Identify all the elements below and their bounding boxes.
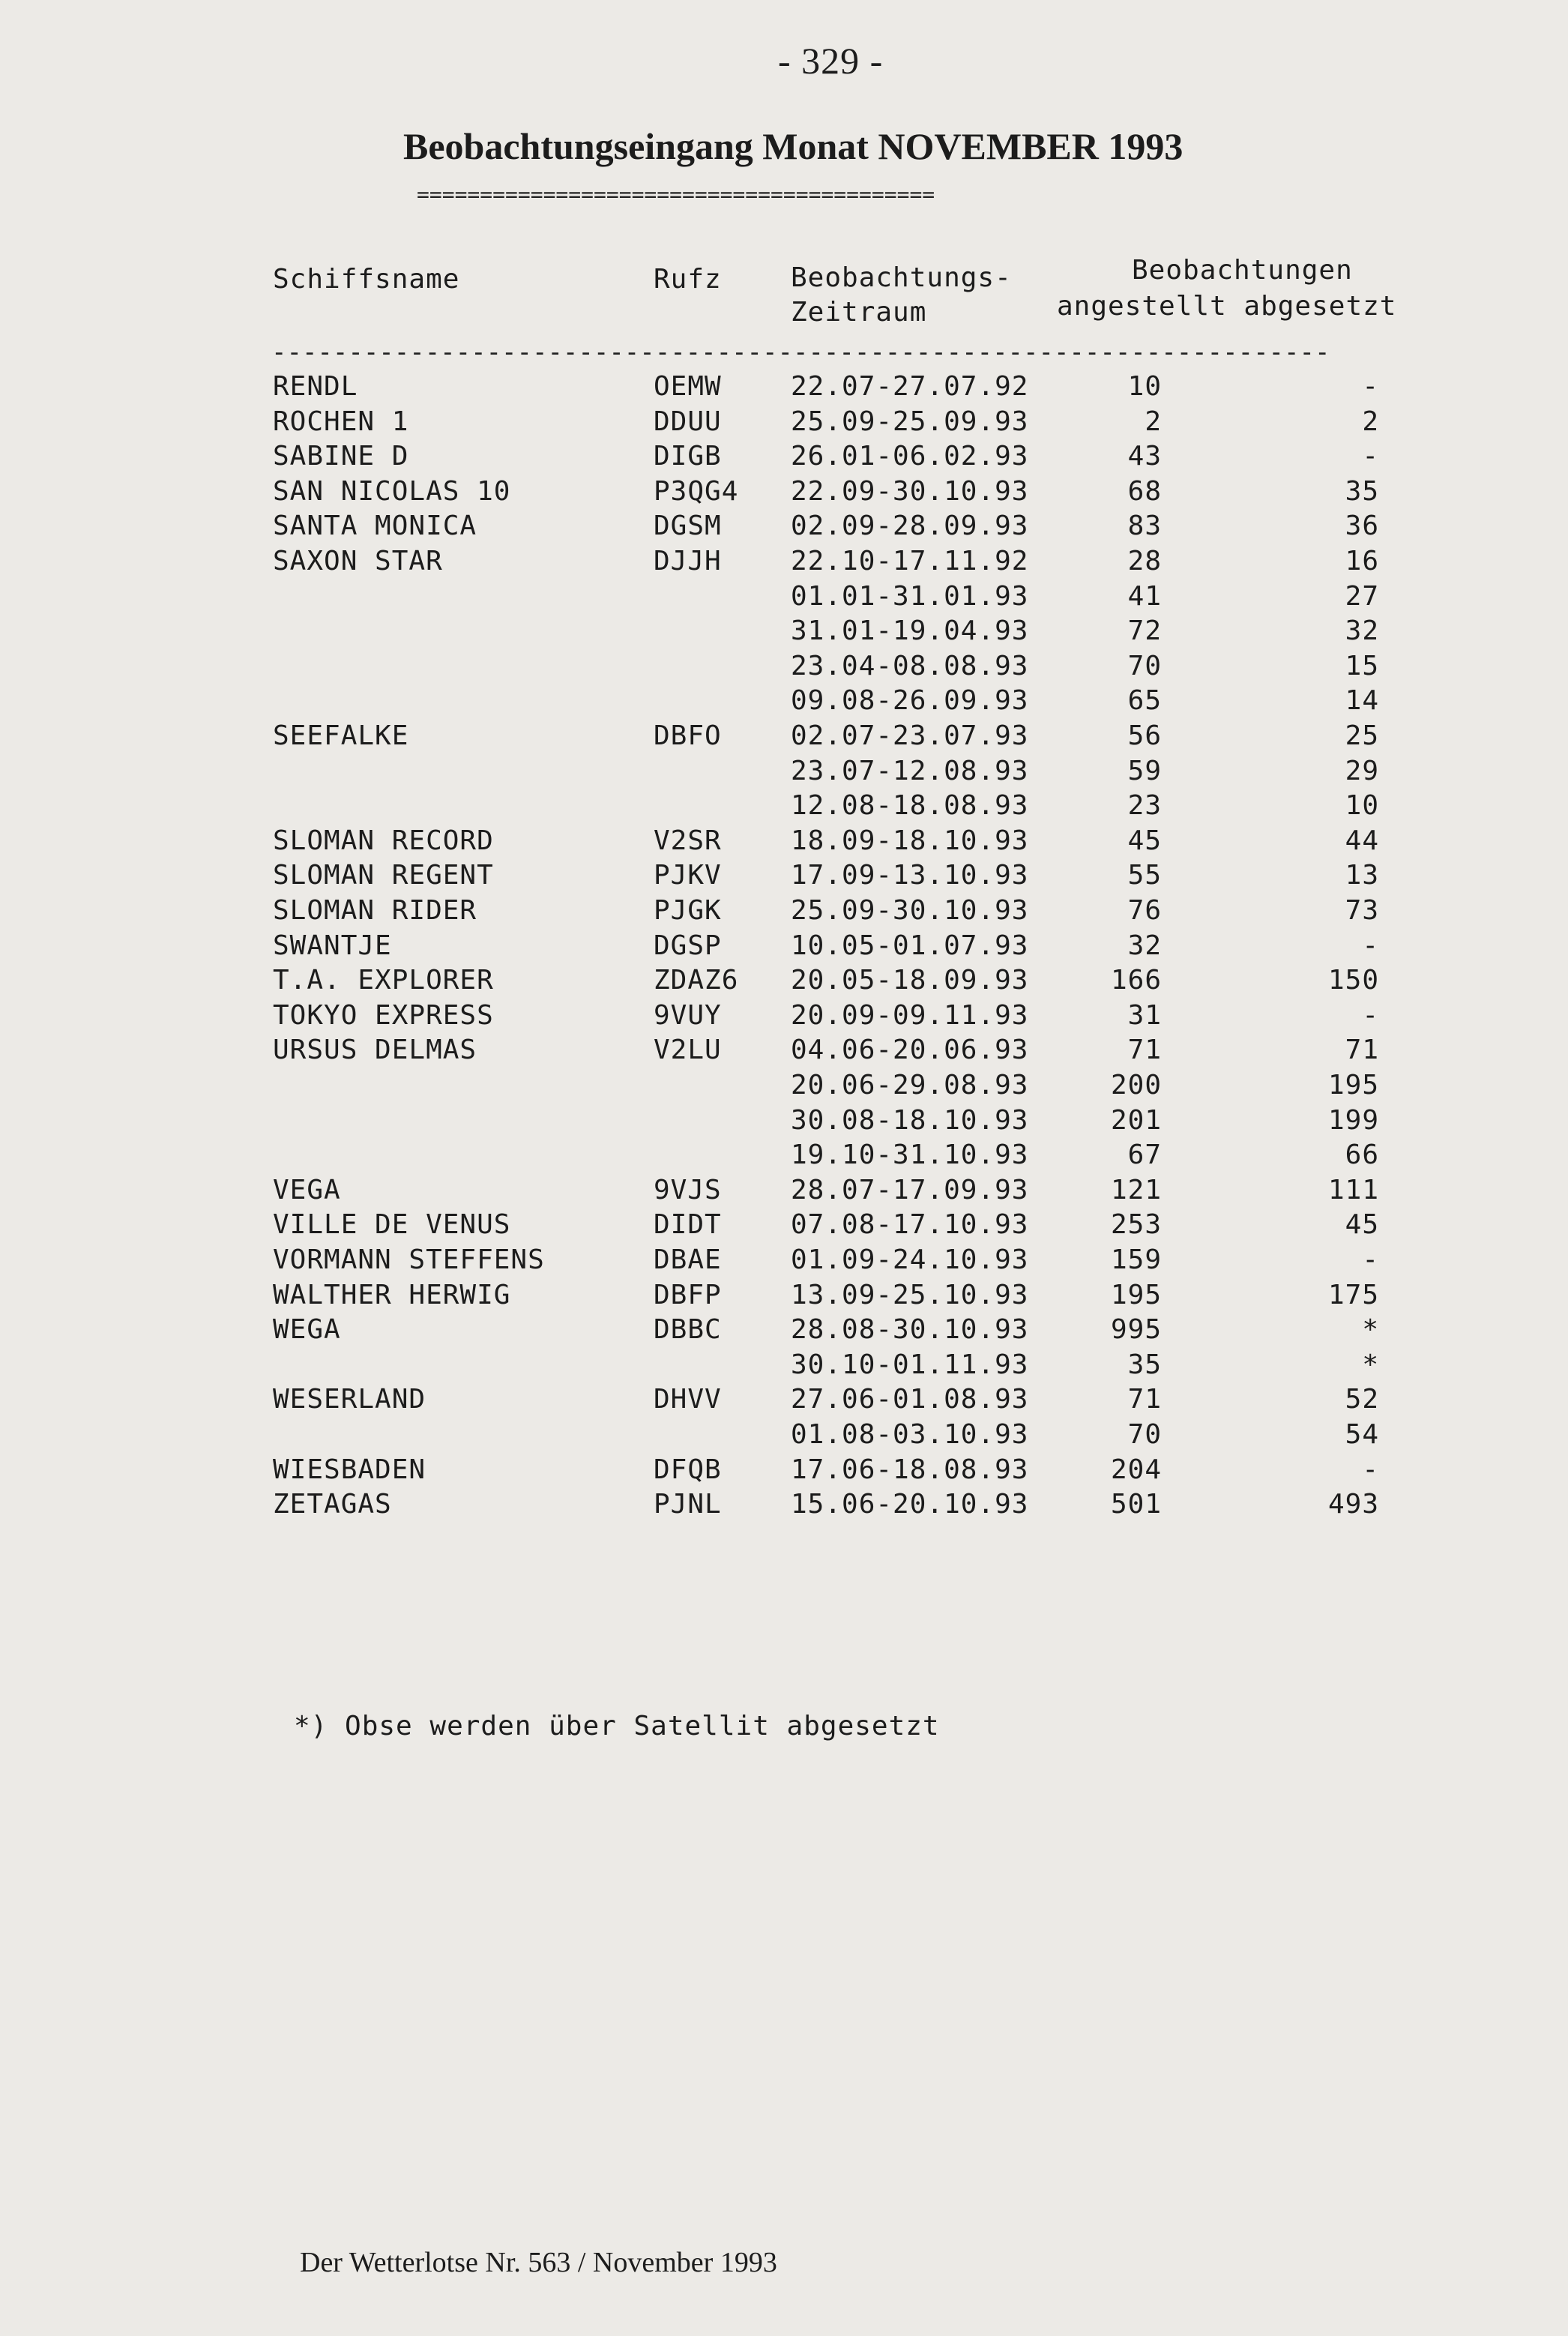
cell-angestellt: 68	[1127, 476, 1162, 507]
cell-angestellt: 200	[1110, 1070, 1162, 1101]
page-footer: Der Wetterlotse Nr. 563 / November 1993	[300, 2247, 777, 2278]
cell-abgesetzt: -	[1362, 930, 1379, 961]
cell-angestellt: 45	[1127, 825, 1162, 856]
cell-zeitraum: 22.10-17.11.92	[791, 546, 1029, 577]
cell-abgesetzt: 66	[1345, 1140, 1379, 1170]
cell-angestellt: 995	[1110, 1314, 1162, 1345]
cell-rufz: DBAE	[654, 1244, 722, 1275]
cell-abgesetzt: *	[1362, 1349, 1379, 1380]
cell-zeitraum: 12.08-18.08.93	[791, 790, 1029, 821]
cell-name: WESERLAND	[273, 1384, 426, 1415]
cell-angestellt: 67	[1127, 1140, 1162, 1170]
cell-zeitraum: 02.09-28.09.93	[791, 511, 1029, 541]
cell-rufz: DDUU	[654, 406, 722, 437]
cell-abgesetzt: -	[1362, 441, 1379, 472]
cell-rufz: V2LU	[654, 1035, 722, 1065]
cell-abgesetzt: 111	[1327, 1175, 1379, 1205]
cell-zeitraum: 22.09-30.10.93	[791, 476, 1029, 507]
cell-rufz: DHVV	[654, 1384, 722, 1415]
cell-rufz: 9VUY	[654, 1000, 722, 1031]
cell-angestellt: 65	[1127, 685, 1162, 716]
cell-abgesetzt: 27	[1345, 581, 1379, 612]
cell-angestellt: 28	[1127, 546, 1162, 577]
cell-abgesetzt: 14	[1345, 685, 1379, 716]
cell-abgesetzt: 2	[1362, 406, 1379, 437]
cell-zeitraum: 22.07-27.07.92	[791, 371, 1029, 402]
cell-angestellt: 501	[1110, 1489, 1162, 1520]
page-title: Beobachtungseingang Monat NOVEMBER 1993	[403, 125, 1183, 167]
cell-angestellt: 43	[1127, 441, 1162, 472]
column-header-zeitraum-line2: Zeitraum	[791, 297, 927, 328]
cell-angestellt: 159	[1110, 1244, 1162, 1275]
cell-name: SAXON STAR	[273, 546, 443, 577]
cell-angestellt: 55	[1127, 860, 1162, 891]
cell-name: VEGA	[273, 1175, 341, 1205]
cell-zeitraum: 17.06-18.08.93	[791, 1454, 1029, 1485]
cell-name: WIESBADEN	[273, 1454, 426, 1485]
footnote: *) Obse werden über Satellit abgesetzt	[294, 1711, 940, 1742]
cell-angestellt: 10	[1127, 371, 1162, 402]
column-header-zeitraum-line1: Beobachtungs-	[791, 262, 1012, 293]
cell-angestellt: 71	[1127, 1384, 1162, 1415]
header-divider: ---------------------------------------------------------------------	[271, 337, 1330, 367]
cell-rufz: PJNL	[654, 1489, 722, 1520]
cell-angestellt: 204	[1110, 1454, 1162, 1485]
cell-abgesetzt: 29	[1345, 756, 1379, 786]
cell-angestellt: 195	[1110, 1280, 1162, 1310]
cell-abgesetzt: 73	[1345, 895, 1379, 926]
cell-abgesetzt: 10	[1345, 790, 1379, 821]
cell-zeitraum: 10.05-01.07.93	[791, 930, 1029, 961]
cell-name: TOKYO EXPRESS	[273, 1000, 494, 1031]
cell-rufz: DIDT	[654, 1209, 722, 1240]
cell-angestellt: 56	[1127, 720, 1162, 751]
cell-rufz: DIGB	[654, 441, 722, 472]
cell-angestellt: 70	[1127, 1419, 1162, 1450]
cell-rufz: DBFO	[654, 720, 722, 751]
cell-abgesetzt: 175	[1327, 1280, 1379, 1310]
cell-angestellt: 35	[1127, 1349, 1162, 1380]
cell-angestellt: 166	[1110, 965, 1162, 996]
cell-angestellt: 201	[1110, 1105, 1162, 1136]
cell-zeitraum: 01.09-24.10.93	[791, 1244, 1029, 1275]
cell-abgesetzt: 52	[1345, 1384, 1379, 1415]
cell-abgesetzt: 36	[1345, 511, 1379, 541]
cell-zeitraum: 28.07-17.09.93	[791, 1175, 1029, 1205]
cell-abgesetzt: 199	[1327, 1105, 1379, 1136]
cell-rufz: PJGK	[654, 895, 722, 926]
cell-rufz: OEMW	[654, 371, 722, 402]
cell-zeitraum: 09.08-26.09.93	[791, 685, 1029, 716]
cell-name: SLOMAN RECORD	[273, 825, 494, 856]
cell-abgesetzt: 32	[1345, 615, 1379, 646]
title-underline: =========================================	[417, 182, 935, 207]
cell-name: WALTHER HERWIG	[273, 1280, 511, 1310]
cell-zeitraum: 15.06-20.10.93	[791, 1489, 1029, 1520]
cell-angestellt: 23	[1127, 790, 1162, 821]
cell-abgesetzt: 44	[1345, 825, 1379, 856]
cell-angestellt: 72	[1127, 615, 1162, 646]
cell-abgesetzt: 71	[1345, 1035, 1379, 1065]
cell-zeitraum: 25.09-30.10.93	[791, 895, 1029, 926]
cell-zeitraum: 31.01-19.04.93	[791, 615, 1029, 646]
cell-zeitraum: 30.10-01.11.93	[791, 1349, 1029, 1380]
cell-rufz: DBFP	[654, 1280, 722, 1310]
cell-rufz: PJKV	[654, 860, 722, 891]
cell-abgesetzt: 15	[1345, 651, 1379, 681]
cell-name: RENDL	[273, 371, 358, 402]
cell-angestellt: 32	[1127, 930, 1162, 961]
cell-zeitraum: 25.09-25.09.93	[791, 406, 1029, 437]
cell-angestellt: 31	[1127, 1000, 1162, 1031]
cell-rufz: DGSP	[654, 930, 722, 961]
cell-zeitraum: 13.09-25.10.93	[791, 1280, 1029, 1310]
cell-angestellt: 59	[1127, 756, 1162, 786]
cell-angestellt: 76	[1127, 895, 1162, 926]
cell-rufz: P3QG4	[654, 476, 739, 507]
cell-zeitraum: 19.10-31.10.93	[791, 1140, 1029, 1170]
cell-zeitraum: 27.06-01.08.93	[791, 1384, 1029, 1415]
cell-name: SLOMAN RIDER	[273, 895, 477, 926]
cell-abgesetzt: 13	[1345, 860, 1379, 891]
cell-name: SANTA MONICA	[273, 511, 477, 541]
cell-zeitraum: 17.09-13.10.93	[791, 860, 1029, 891]
cell-abgesetzt: 16	[1345, 546, 1379, 577]
cell-abgesetzt: 54	[1345, 1419, 1379, 1450]
cell-abgesetzt: 195	[1327, 1070, 1379, 1101]
cell-zeitraum: 30.08-18.10.93	[791, 1105, 1029, 1136]
cell-name: VORMANN STEFFENS	[273, 1244, 545, 1275]
cell-rufz: DFQB	[654, 1454, 722, 1485]
column-header-beobachtungen: Beobachtungen	[1132, 255, 1353, 286]
cell-angestellt: 41	[1127, 581, 1162, 612]
cell-zeitraum: 02.07-23.07.93	[791, 720, 1029, 751]
column-header-angestellt-abgesetzt: angestellt abgesetzt	[1057, 291, 1397, 322]
cell-rufz: 9VJS	[654, 1175, 722, 1205]
cell-angestellt: 70	[1127, 651, 1162, 681]
cell-angestellt: 2	[1145, 406, 1162, 437]
cell-abgesetzt: -	[1362, 1454, 1379, 1485]
cell-abgesetzt: 150	[1327, 965, 1379, 996]
cell-zeitraum: 20.05-18.09.93	[791, 965, 1029, 996]
cell-zeitraum: 26.01-06.02.93	[791, 441, 1029, 472]
cell-abgesetzt: 35	[1345, 476, 1379, 507]
cell-name: VILLE DE VENUS	[273, 1209, 511, 1240]
cell-abgesetzt: -	[1362, 371, 1379, 402]
column-header-rufz: Rufz	[654, 264, 722, 295]
cell-zeitraum: 23.07-12.08.93	[791, 756, 1029, 786]
cell-zeitraum: 01.08-03.10.93	[791, 1419, 1029, 1450]
cell-rufz: DGSM	[654, 511, 722, 541]
cell-zeitraum: 07.08-17.10.93	[791, 1209, 1029, 1240]
cell-angestellt: 253	[1110, 1209, 1162, 1240]
cell-abgesetzt: *	[1362, 1314, 1379, 1345]
cell-rufz: V2SR	[654, 825, 722, 856]
cell-name: ZETAGAS	[273, 1489, 392, 1520]
cell-angestellt: 71	[1127, 1035, 1162, 1065]
cell-rufz: DBBC	[654, 1314, 722, 1345]
cell-abgesetzt: 493	[1327, 1489, 1379, 1520]
cell-abgesetzt: 25	[1345, 720, 1379, 751]
cell-name: SLOMAN REGENT	[273, 860, 494, 891]
cell-name: T.A. EXPLORER	[273, 965, 494, 996]
cell-zeitraum: 01.01-31.01.93	[791, 581, 1029, 612]
cell-angestellt: 121	[1110, 1175, 1162, 1205]
cell-name: WEGA	[273, 1314, 341, 1345]
column-header-schiffsname: Schiffsname	[273, 264, 460, 295]
cell-rufz: DJJH	[654, 546, 722, 577]
cell-name: ROCHEN 1	[273, 406, 409, 437]
cell-zeitraum: 04.06-20.06.93	[791, 1035, 1029, 1065]
cell-name: SWANTJE	[273, 930, 392, 961]
cell-zeitraum: 18.09-18.10.93	[791, 825, 1029, 856]
cell-name: SEEFALKE	[273, 720, 409, 751]
cell-angestellt: 83	[1127, 511, 1162, 541]
cell-rufz: ZDAZ6	[654, 965, 739, 996]
cell-abgesetzt: -	[1362, 1000, 1379, 1031]
cell-zeitraum: 28.08-30.10.93	[791, 1314, 1029, 1345]
cell-name: SAN NICOLAS 10	[273, 476, 511, 507]
cell-abgesetzt: 45	[1345, 1209, 1379, 1240]
cell-zeitraum: 23.04-08.08.93	[791, 651, 1029, 681]
cell-zeitraum: 20.06-29.08.93	[791, 1070, 1029, 1101]
cell-name: URSUS DELMAS	[273, 1035, 477, 1065]
cell-abgesetzt: -	[1362, 1244, 1379, 1275]
page-number: - 329 -	[778, 40, 884, 82]
cell-zeitraum: 20.09-09.11.93	[791, 1000, 1029, 1031]
cell-name: SABINE D	[273, 441, 409, 472]
